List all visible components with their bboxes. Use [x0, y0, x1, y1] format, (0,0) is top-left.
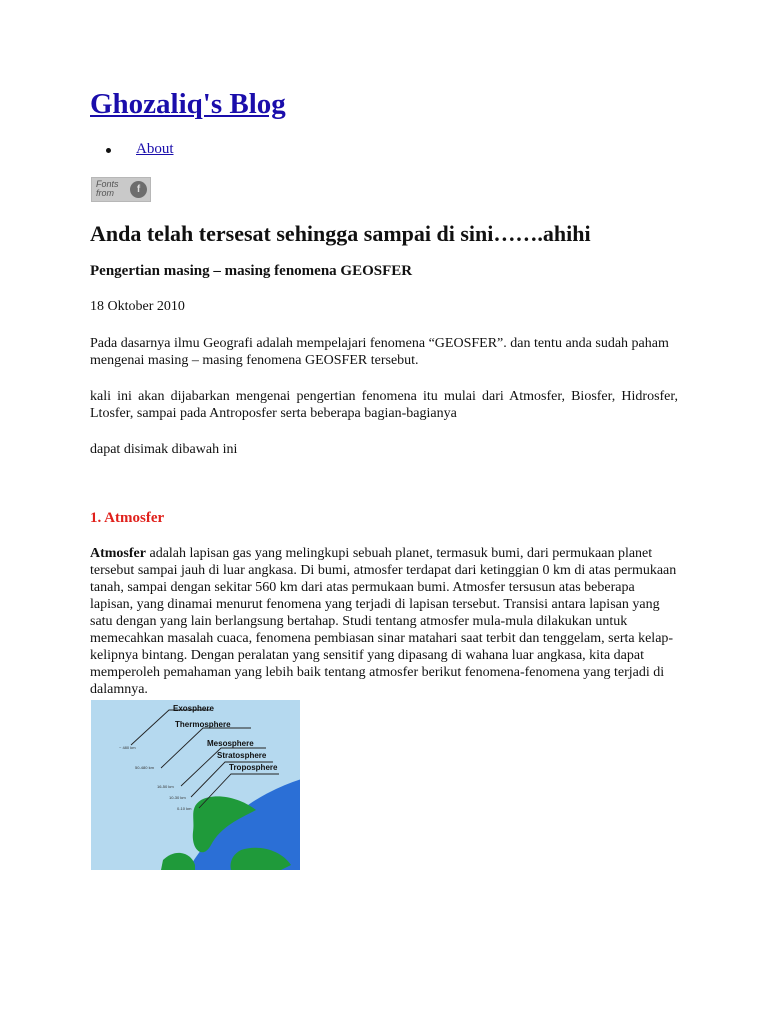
atmosfer-body: adalah lapisan gas yang melingkupi sebuah planet, termasuk bumi, dari permukaan planet tersebut sampai jauh di luar angkasa. Di bumi, atmosfer terdapat dari ketinggian 0 km di atas permukaan tanah, sampai dengan sekitar 560 km dari atas permukaan bumi. Atmosfer tersusun atas beberapa lapisan, yang dinamai menurut fenomena yang terjadi di lapisan tersebut. Transisi antara lapisan yang satu dengan yang lain berlangsung bertahap. Studi tentang atmosfer mula-mula dilakukan untuk memecahkan masalah cuaca, fenomena pembiasan sinar matahari saat terbit dan tenggelam, serta kelap-kelipnya bintang. Dengan peralatan yang sensitif yang dipasang di wahana luar angkasa, kita dapat memperoleh pemahaman yang lebih baik tentang atmosfer berikut fenomena-fenomena yang terjadi di dalamnya.: [90, 546, 677, 697]
altitude-label: ~ 480 km: [119, 745, 136, 750]
altitude-label: 0-10 km: [177, 806, 192, 811]
atmosphere-layers-diagram: [91, 700, 300, 870]
altitude-label: 16-50 km: [157, 784, 174, 789]
layer-label: Thermosphere: [175, 720, 231, 729]
atmosfer-paragraph: [90, 545, 678, 698]
fonts-logo-icon: f: [130, 181, 147, 198]
layer-label: Stratosphere: [217, 751, 267, 760]
layer-label: Troposphere: [229, 763, 278, 772]
blog-tagline: Anda telah tersesat sehingga sampai di sini…….ahihi: [90, 221, 591, 246]
intro-paragraph: dapat disimak dibawah ini: [90, 442, 238, 457]
section-heading-atmosfer: 1. Atmosfer: [90, 510, 165, 526]
altitude-label: 50-480 km: [135, 765, 154, 770]
fonts-badge[interactable]: [91, 177, 151, 202]
intro-paragraph: kali ini akan dijabarkan mengenai pengertian fenomena itu mulai dari Atmosfer, Biosfer, Hidrosfer, Ltosfer, sampai pada Antroposfer serta beberapa bagian-bagianya: [90, 389, 678, 421]
nav-menu: [113, 141, 174, 158]
about-link[interactable]: About: [136, 141, 174, 157]
bullet-icon: [106, 148, 111, 153]
post-title: Pengertian masing – masing fenomena GEOSFER: [90, 263, 413, 279]
fonts-badge-text: Fonts from: [96, 179, 119, 198]
nav-item-about[interactable]: [113, 141, 174, 158]
intro-paragraph: Pada dasarnya ilmu Geografi adalah mempelajari fenomena “GEOSFER”. dan tentu anda sudah paham mengenai masing – masing fenomena GEOSFER tersebut.: [90, 336, 669, 368]
altitude-label: 10-30 km: [169, 795, 186, 800]
atmosfer-term: Atmosfer: [90, 546, 146, 561]
blog-title[interactable]: Ghozaliq's Blog: [90, 88, 286, 120]
layer-label: Mesosphere: [207, 739, 254, 748]
layer-label: Exosphere: [173, 704, 214, 713]
post-date: 18 Oktober 2010: [90, 299, 185, 314]
